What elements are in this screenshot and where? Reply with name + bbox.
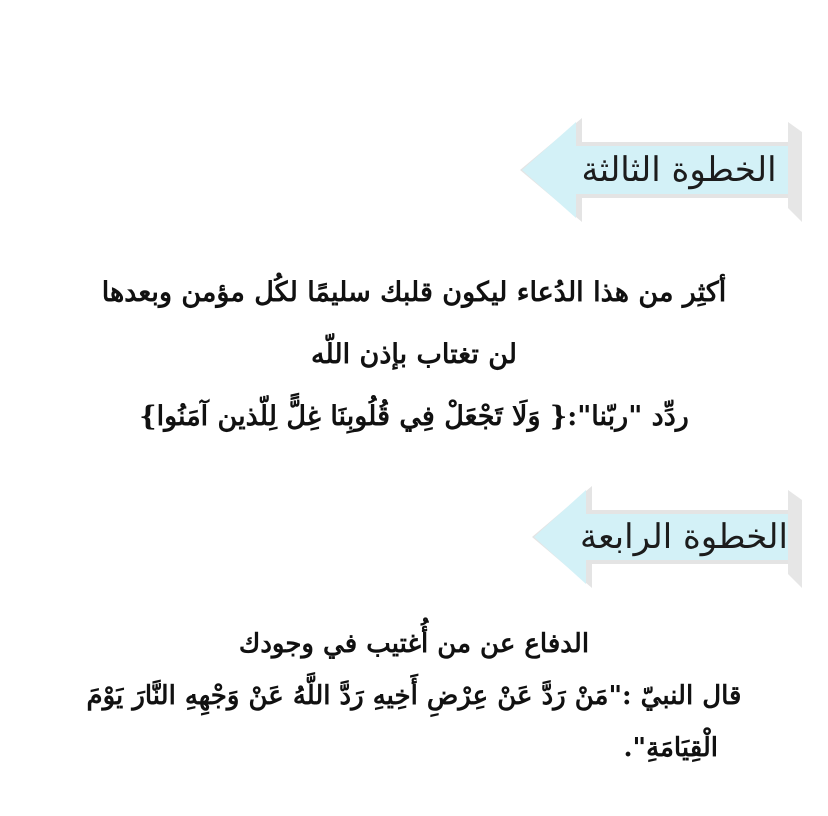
step3-line-3: ردِّد "ربّنا":{ وَلَا تَجْعَلْ فِي قُلُوبِنَا غِلًّ لِلّذين آمَنُوا} — [139, 401, 689, 432]
step3-banner — [520, 118, 802, 222]
step3-line-2: لن تغتاب بإذن اللّه — [310, 339, 518, 370]
step4-hadith-end: الْقِيَامَةِ". — [623, 733, 718, 763]
step4-hadith-line: قال النبيّ :"مَنْ رَدَّ عَنْ عِرْضِ أَخِيهِ رَدَّ اللَّهُ عَنْ وَجْهِهِ النَّارَ يَوْمَ — [86, 681, 742, 711]
step4-title: الخطوة الرابعة — [580, 517, 788, 557]
step4-body — [20, 618, 808, 774]
step3-body — [20, 262, 808, 448]
step3-line-1: أكثِر من هذا الدُعاء ليكون قلبك سليمًا لكُل مؤمن وبعدها — [101, 277, 727, 308]
step3-title: الخطوة الثالثة — [581, 150, 777, 190]
step4-banner — [532, 486, 802, 588]
step4-line-1: الدفاع عن من أُغتيب في وجودك — [238, 629, 590, 659]
